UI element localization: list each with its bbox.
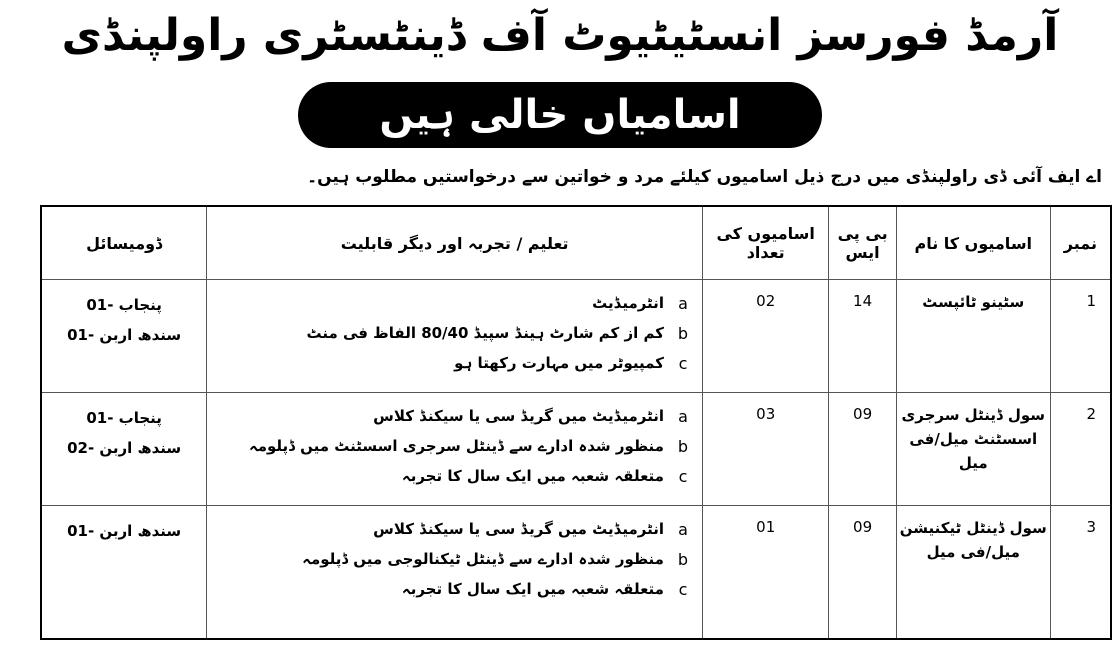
- table-row: [41, 280, 1111, 393]
- header-qualification: تعلیم / تجربہ اور دیگر قابلیت: [207, 206, 703, 280]
- intro-text: اے ایف آئی ڈی راولپنڈی میں درج ذیل اسامیوں کیلئے مرد و خواتین سے درخواستیں مطلوب ہیں۔: [307, 167, 1102, 187]
- qualification-text: کمپیوٹر میں مہارت رکھتا ہو: [454, 354, 664, 372]
- qualification-letter: c: [678, 579, 688, 599]
- qualification-cell: [207, 393, 703, 506]
- number-cell: 2: [1050, 393, 1111, 506]
- qualification-text: کم از کم شارٹ ہینڈ سپیڈ 80/40 الفاظ فی منٹ: [306, 324, 664, 342]
- qualification-text: متعلقہ شعبہ میں ایک سال کا تجربہ: [401, 467, 664, 485]
- bps-cell: 09: [829, 393, 896, 506]
- domicile-line: سندھ اربن -01: [67, 522, 182, 540]
- domicile-line: سندھ اربن -01: [67, 326, 182, 344]
- domicile-line: سندھ اربن -02: [67, 439, 182, 457]
- number-cell: 3: [1050, 506, 1111, 640]
- qualification-text: انٹرمیڈیٹ: [592, 294, 664, 312]
- page-title: آرمڈ فورسز انسٹیٹیوٹ آف ڈینٹسٹری راولپنڈی: [61, 10, 1059, 61]
- qualification-letter: b: [677, 549, 689, 569]
- count-cell: 02: [702, 280, 828, 393]
- table-header-row: [41, 206, 1111, 280]
- qualification-text: انٹرمیڈیٹ میں گریڈ سی یا سیکنڈ کلاس: [373, 520, 664, 538]
- qualification-text: منظور شدہ ادارے سے ڈینٹل سرجری اسسٹنٹ میں ڈپلومہ: [248, 437, 664, 455]
- table-row: [41, 393, 1111, 506]
- vacancies-banner: اسامیاں خالی ہیں: [298, 82, 822, 148]
- post-name-cell: سول ڈینٹل ٹیکنیشن میل/فی میل: [896, 506, 1050, 640]
- domicile-cell: [41, 280, 207, 393]
- domicile-cell: [41, 393, 207, 506]
- qualification-text: انٹرمیڈیٹ میں گریڈ سی یا سیکنڈ کلاس: [373, 407, 664, 425]
- header-count: اسامیوں کی تعداد: [702, 206, 828, 280]
- bps-cell: 09: [829, 506, 896, 640]
- qualification-letter: a: [678, 293, 688, 313]
- bps-cell: 14: [829, 280, 896, 393]
- number-cell: 1: [1050, 280, 1111, 393]
- qualification-letter: a: [678, 519, 688, 539]
- count-cell: 01: [702, 506, 828, 640]
- qualification-letter: b: [677, 436, 689, 456]
- header-bps: بی پی ایس: [829, 206, 896, 280]
- qualification-letter: c: [678, 353, 688, 373]
- qualification-text: منظور شدہ ادارے سے ڈینٹل ٹیکنالوجی میں ڈپلومہ: [302, 550, 664, 568]
- post-name-cell: سول ڈینٹل سرجری اسسٹنٹ میل/فی میل: [896, 393, 1050, 506]
- qualification-text: متعلقہ شعبہ میں ایک سال کا تجربہ: [401, 580, 664, 598]
- header-domicile: ڈومیسائل: [41, 206, 207, 280]
- vacancies-table: [40, 205, 1112, 640]
- qualification-cell: [207, 506, 703, 640]
- domicile-line: پنجاب -01: [86, 296, 162, 314]
- domicile-cell: [41, 506, 207, 640]
- qualification-letter: a: [678, 406, 688, 426]
- qualification-letter: c: [678, 466, 688, 486]
- header-number: نمبر: [1050, 206, 1111, 280]
- count-cell: 03: [702, 393, 828, 506]
- qualification-letter: b: [677, 323, 689, 343]
- table-row: [41, 506, 1111, 640]
- post-name-cell: سٹینو ٹائپسٹ: [896, 280, 1050, 393]
- header-post-name: اسامیوں کا نام: [896, 206, 1050, 280]
- domicile-line: پنجاب -01: [86, 409, 162, 427]
- qualification-cell: [207, 280, 703, 393]
